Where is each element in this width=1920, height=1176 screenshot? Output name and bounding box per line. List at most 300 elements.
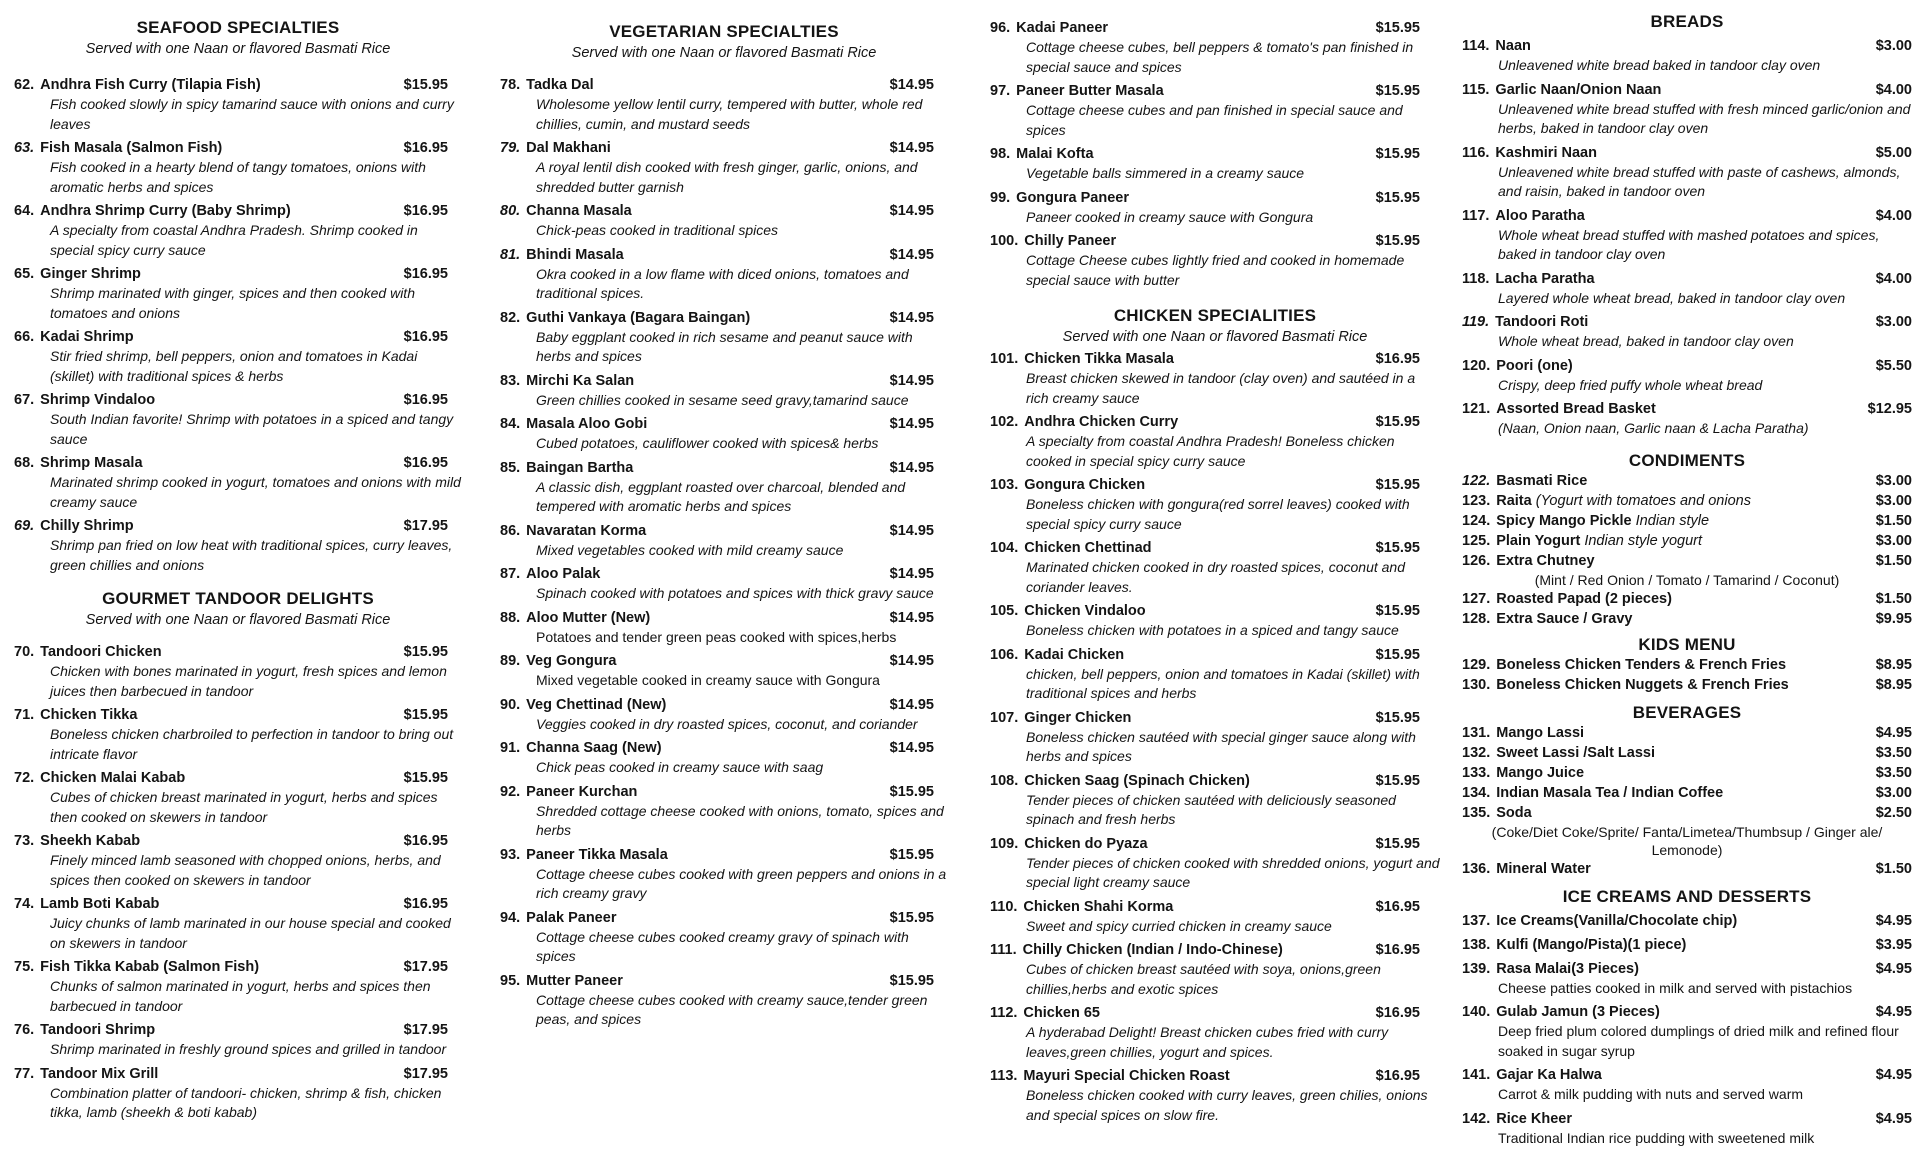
item-price: $3.00: [1875, 314, 1912, 330]
menu-item-header: [1462, 472, 1912, 491]
menu-item-header: [14, 517, 462, 536]
menu-item-header: [500, 76, 948, 95]
item-number: 99.: [990, 189, 1011, 206]
item-name: Chicken Tikka: [40, 707, 138, 723]
beverage-item: [1462, 784, 1912, 803]
menu-item-header: [500, 139, 948, 158]
beverage-item: [1462, 860, 1912, 879]
item-description: Cottage cheese cubes cooked creamy gravy of spinach with spices: [536, 928, 909, 964]
beverage-item: [1462, 804, 1912, 823]
menu-item: [500, 459, 948, 517]
item-name: [1490, 552, 1912, 571]
condiment-item: [1462, 532, 1912, 551]
item-price: $3.95: [1875, 936, 1912, 953]
item-name: Gongura Paneer: [1016, 189, 1129, 206]
menu-item: [1462, 37, 1912, 76]
menu-item-header: [990, 476, 1440, 495]
item-number: 128.: [1462, 610, 1491, 627]
beverage-item: [1462, 764, 1912, 783]
item-price: $4.95: [1875, 724, 1912, 741]
item-price: $15.95: [889, 909, 934, 926]
item-name: Chicken Saag (Spinach Chicken): [1024, 772, 1250, 789]
section-title-desserts: ICE CREAMS AND DESSERTS: [1562, 886, 1812, 906]
menu-item: [14, 1021, 462, 1060]
item-number: 113.: [990, 1068, 1018, 1084]
menu-item-header: [1462, 724, 1912, 743]
item-price: $3.00: [1875, 38, 1912, 54]
menu-item-header: [500, 246, 948, 265]
item-description: Boneless chicken with gongura(red sorrel leaves) cooked with special spicy curry sauce: [1026, 496, 1410, 532]
item-description: Cottage cheese cubes cooked with creamy sauce,tender green peas, and spices: [536, 991, 928, 1027]
menu-item-header: [1462, 313, 1912, 332]
menu-item-header: [1462, 37, 1912, 56]
item-price: $1.50: [1875, 590, 1912, 607]
condiment-item: [1462, 610, 1912, 629]
menu-item-header: [1462, 764, 1912, 783]
menu-item: [500, 202, 948, 241]
item-description: Boneless chicken with potatoes in a spiced and tangy sauce: [1026, 622, 1399, 638]
item-description: Marinated chicken cooked in dry roasted spices, coconut and coriander leaves.: [1026, 559, 1405, 595]
item-price: $16.95: [403, 266, 448, 282]
item-description: Crispy, deep fried puffy whole wheat bread: [1498, 376, 1763, 393]
section-title-condiments: CONDIMENTS: [1628, 450, 1746, 470]
item-name: Guthi Vankaya (Bagara Baingan): [526, 309, 751, 326]
item-description: Fish cooked in a hearty blend of tangy tomatoes, onions with aromatic herbs and spices: [50, 159, 426, 195]
item-description: A specialty from coastal Andhra Pradesh. Shrimp cooked in special spicy curry sauce: [50, 222, 418, 258]
menu-item: [500, 565, 948, 604]
menu-item-header: [990, 941, 1440, 960]
menu-item-header: [990, 709, 1440, 728]
item-number: 89.: [500, 653, 521, 669]
menu-item-header: [14, 328, 462, 347]
soda-options: (Coke/Diet Coke/Sprite/ Fanta/Limetea/Thumbsup / Ginger ale/ Lemonode): [1491, 823, 1883, 858]
item-description: A specialty from coastal Andhra Pradesh! Boneless chicken cooked in special spicy curry sauce: [1026, 433, 1395, 469]
item-name: Veg Chettinad (New): [526, 696, 667, 713]
item-number: 86.: [500, 522, 521, 539]
item-price: $15.95: [1375, 20, 1420, 36]
menu-item-header: [1462, 400, 1912, 419]
menu-item-header: [14, 832, 462, 851]
item-name-text: Extra Chutney: [1496, 552, 1595, 569]
item-number: 90.: [500, 696, 521, 713]
item-number: 138.: [1462, 936, 1491, 953]
item-price: $16.95: [403, 896, 448, 912]
item-number: 121.: [1462, 401, 1491, 417]
menu-item-header: [500, 202, 948, 221]
item-name: Assorted Bread Basket: [1496, 401, 1656, 417]
menu-item: [1462, 270, 1912, 309]
menu-item-header: [500, 609, 948, 628]
item-number: 75.: [14, 959, 35, 975]
menu-column-3: [990, 0, 1440, 1176]
item-price: $3.50: [1875, 764, 1912, 781]
menu-item-header: [500, 459, 948, 478]
menu-item-header: [990, 539, 1440, 558]
item-number: 141.: [1462, 1067, 1491, 1083]
item-name: Chilly Chicken (Indian / Indo-Chinese): [1022, 942, 1283, 958]
item-name: Shrimp Vindaloo: [40, 392, 156, 408]
item-name: Poori (one): [1496, 357, 1573, 374]
item-name: Chicken 65: [1023, 1005, 1100, 1021]
item-description: Breast chicken skewed in tandoor (clay oven) and sautéed in a rich creamy sauce: [1026, 370, 1416, 406]
item-number: 77.: [14, 1065, 35, 1082]
item-price: $16.95: [1375, 1005, 1420, 1021]
menu-item: [1462, 960, 1912, 999]
item-description: Juicy chunks of lamb marinated in our house special and cooked on skewers in tandoor: [50, 915, 451, 951]
tandoor-list: [14, 643, 462, 1123]
item-number: 98.: [990, 146, 1011, 162]
menu-item-header: [1462, 552, 1912, 571]
item-description: Tender pieces of chicken sautéed with deliciously seasoned spinach and fresh herbs: [1026, 791, 1396, 827]
item-description: Mixed vegetables cooked with mild creamy sauce: [536, 541, 844, 558]
item-number: 125.: [1462, 532, 1491, 549]
menu-item: [990, 232, 1440, 290]
item-name: Baingan Bartha: [526, 459, 634, 476]
item-number: 105.: [990, 603, 1019, 619]
menu-item-header: [500, 972, 948, 991]
section-title-vegetarian: VEGETARIAN SPECIALTIES: [609, 22, 839, 41]
item-number: 122.: [1462, 472, 1491, 489]
item-price: $14.95: [889, 416, 934, 432]
breads-list: [1462, 37, 1912, 439]
menu-item-header: [1462, 81, 1912, 100]
menu-item-header: [990, 835, 1440, 854]
item-price: $14.95: [889, 77, 934, 93]
item-description: Finely minced lamb seasoned with chopped onions, herbs, and spices then cooked on skewers in tandoor: [50, 852, 441, 888]
condiment-item: [1462, 552, 1912, 571]
menu-item: [14, 706, 462, 764]
item-number: 81.: [500, 246, 521, 263]
item-name: Kadai Paneer: [1016, 20, 1109, 36]
item-description: Boneless chicken charbroiled to perfection in tandoor to bring out intricate flavor: [50, 726, 454, 762]
item-number: 82.: [500, 309, 521, 326]
item-description: Traditional Indian rice pudding with sweetened milk: [1498, 1129, 1815, 1146]
item-name: Garlic Naan/Onion Naan: [1495, 81, 1662, 98]
item-name: Chicken Vindaloo: [1024, 603, 1146, 619]
item-number: 112.: [990, 1005, 1018, 1021]
item-name: Boneless Chicken Tenders & French Fries: [1496, 656, 1787, 673]
menu-item: [14, 76, 462, 134]
item-description: Layered whole wheat bread, baked in tandoor clay oven: [1498, 289, 1846, 306]
menu-item: [1462, 313, 1912, 352]
menu-item: [14, 265, 462, 323]
item-description: Potatoes and tender green peas cooked with spices,herbs: [536, 628, 897, 645]
item-description: Cottage cheese cubes, bell peppers & tomato's pan finished in special sauce and spices: [1026, 39, 1414, 75]
item-number: 126.: [1462, 552, 1491, 569]
item-price: $3.00: [1875, 492, 1912, 509]
item-number: 64.: [14, 203, 35, 219]
item-number: 129.: [1462, 656, 1491, 673]
beverages-list: [1462, 724, 1912, 879]
item-price: $15.95: [889, 972, 934, 989]
menu-column-1: [14, 0, 462, 1176]
item-number: 110.: [990, 898, 1018, 915]
item-price: $14.95: [889, 246, 934, 263]
menu-item-header: [1462, 1066, 1912, 1085]
item-description: Cottage cheese cubes cooked with green peppers and onions in a rich creamy gravy: [536, 865, 947, 901]
item-description: Wholesome yellow lentil curry, tempered with butter, whole red chillies, cumin, and mustard seeds: [536, 96, 923, 132]
item-description: Okra cooked in a low flame with diced onions, tomatoes and traditional spices.: [536, 265, 909, 301]
item-name: Ginger Shrimp: [40, 266, 141, 282]
menu-item-header: [990, 189, 1440, 208]
item-name: Navaratan Korma: [526, 522, 647, 539]
item-name: Chicken Shahi Korma: [1023, 898, 1174, 915]
item-description: South Indian favorite! Shrimp with potatoes in a spiced and tangy sauce: [50, 411, 454, 447]
item-price: $3.00: [1875, 472, 1912, 489]
item-number: 120.: [1462, 357, 1491, 374]
item-price: $14.95: [889, 459, 934, 476]
item-name: Channa Masala: [526, 203, 632, 219]
item-name: Chilly Shrimp: [40, 518, 134, 534]
menu-item-header: [500, 739, 948, 758]
item-description: Unleavened white bread stuffed with paste of cashews, almonds, and raisin, baked in tandoor oven: [1498, 163, 1901, 199]
section-subtitle-tandoor: Served with one Naan or flavored Basmati Rice: [85, 612, 391, 628]
item-name: Chicken Tikka Masala: [1024, 351, 1174, 367]
item-price: $15.95: [1375, 540, 1420, 556]
item-number: 91.: [500, 740, 521, 756]
item-number: 103.: [990, 477, 1019, 493]
item-name: Dal Makhani: [526, 140, 611, 156]
item-name: Aloo Paratha: [1495, 207, 1585, 224]
item-name: Mutter Paneer: [526, 972, 623, 989]
menu-item: [500, 246, 948, 304]
menu-item: [990, 82, 1440, 140]
item-name: [1490, 590, 1912, 609]
item-price: $1.50: [1875, 552, 1912, 569]
item-price: $12.95: [1867, 401, 1912, 417]
item-price: $17.95: [403, 518, 448, 534]
item-price: $1.50: [1875, 860, 1912, 877]
item-price: $9.95: [1875, 610, 1912, 627]
item-name: Soda: [1496, 804, 1532, 821]
item-price: $15.95: [889, 846, 934, 863]
item-number: 67.: [14, 392, 35, 408]
item-name: Tandoori Chicken: [40, 644, 162, 660]
item-price: $14.95: [889, 740, 934, 756]
menu-item: [990, 602, 1440, 641]
item-name: Andhra Fish Curry (Tilapia Fish): [40, 77, 261, 93]
menu-item-header: [990, 413, 1440, 432]
menu-item-header: [14, 454, 462, 473]
item-number: 85.: [500, 459, 521, 476]
item-name: Lacha Paratha: [1495, 270, 1595, 287]
menu-item: [500, 972, 948, 1030]
menu-item-header: [990, 772, 1440, 791]
item-description: Marinated shrimp cooked in yogurt, tomatoes and onions with mild creamy sauce: [50, 474, 461, 510]
item-name: Ginger Chicken: [1024, 709, 1132, 726]
item-number: 80.: [500, 203, 521, 219]
menu-item: [500, 309, 948, 367]
menu-item: [14, 958, 462, 1016]
menu-item-header: [1462, 357, 1912, 376]
item-price: $14.95: [889, 609, 934, 626]
section-subtitle-vegetarian: Served with one Naan or flavored Basmati Rice: [571, 45, 877, 61]
item-description: Unleavened white bread baked in tandoor clay oven: [1498, 57, 1821, 73]
item-number: 108.: [990, 772, 1019, 789]
item-name: Mango Lassi: [1496, 724, 1585, 741]
item-description: Chick-peas cooked in traditional spices: [536, 222, 779, 238]
item-number: 71.: [14, 707, 35, 723]
menu-item: [500, 609, 948, 648]
menu-item: [990, 413, 1440, 471]
menu-item: [14, 1065, 462, 1123]
menu-item: [990, 646, 1440, 704]
menu-item: [1462, 1110, 1912, 1149]
item-number: 66.: [14, 329, 35, 345]
item-price: $14.95: [889, 566, 934, 582]
menu-item-header: [1462, 590, 1912, 609]
item-name: Gajar Ka Halwa: [1496, 1067, 1602, 1083]
item-name: Chicken do Pyaza: [1024, 835, 1148, 852]
item-price: $16.95: [1375, 351, 1420, 367]
condiments-list: [1462, 472, 1912, 629]
item-number: 93.: [500, 846, 521, 863]
section-title-kids: KIDS MENU: [1638, 634, 1736, 654]
item-number: 116.: [1462, 144, 1490, 161]
menu-item-header: [990, 898, 1440, 917]
menu-item-header: [1462, 960, 1912, 979]
item-name-text: Raita: [1496, 492, 1532, 509]
item-number: 127.: [1462, 590, 1491, 607]
menu-item: [990, 19, 1440, 77]
menu-item-header: [500, 372, 948, 391]
item-note: Indian style yogurt: [1584, 532, 1703, 549]
menu-item: [1462, 936, 1912, 955]
item-name: Aloo Mutter (New): [526, 609, 651, 626]
item-name: Kulfi (Mango/Pista)(1 piece): [1496, 936, 1687, 953]
section-title-beverages: BEVERAGES: [1632, 702, 1742, 722]
menu-item: [1462, 207, 1912, 265]
item-name: Sheekh Kabab: [40, 833, 141, 849]
item-name: Channa Saag (New): [526, 740, 662, 756]
menu-item: [14, 391, 462, 449]
item-price: $15.95: [403, 77, 448, 93]
menu-item-header: [1462, 532, 1912, 551]
item-number: 83.: [500, 372, 521, 389]
item-number: 124.: [1462, 512, 1491, 529]
item-price: $4.95: [1875, 1110, 1912, 1127]
item-name: Paneer Tikka Masala: [526, 846, 668, 863]
item-description: Cubes of chicken breast marinated in yogurt, herbs and spices then cooked on skewers in tandoor: [50, 789, 438, 825]
menu-item: [14, 139, 462, 197]
item-name-text: Plain Yogurt: [1496, 532, 1581, 549]
item-name: Malai Kofta: [1016, 146, 1094, 162]
item-name: Bhindi Masala: [526, 246, 624, 263]
menu-item: [500, 909, 948, 967]
menu-item-header: [1462, 744, 1912, 763]
item-number: 70.: [14, 644, 35, 660]
item-description: Baby eggplant cooked in rich sesame and peanut sauce with herbs and spices: [536, 328, 913, 364]
menu-item-header: [14, 706, 462, 725]
item-price: $3.50: [1875, 744, 1912, 761]
item-number: 62.: [14, 77, 35, 93]
menu-item-header: [14, 643, 462, 662]
menu-item-header: [990, 19, 1440, 38]
item-number: 72.: [14, 770, 35, 786]
menu-item: [990, 772, 1440, 830]
item-price: $14.95: [889, 203, 934, 219]
item-number: 142.: [1462, 1110, 1491, 1127]
item-price: $15.95: [1375, 772, 1420, 789]
menu-item-header: [14, 76, 462, 95]
condiment-item: [1462, 472, 1912, 491]
menu-item-header: [14, 265, 462, 284]
item-number: 97.: [990, 83, 1011, 99]
item-name-text: Spicy Mango Pickle: [1496, 512, 1632, 529]
item-number: 78.: [500, 77, 521, 93]
item-price: $15.95: [1375, 146, 1420, 162]
item-name: Tandoor Mix Grill: [40, 1065, 159, 1082]
item-description: Combination platter of tandoori- chicken, shrimp & fish, chicken tikka, lamb (sheekh & boti kabab): [50, 1084, 442, 1120]
menu-item-header: [990, 602, 1440, 621]
chicken-list: [990, 350, 1440, 1125]
item-number: 102.: [990, 414, 1019, 430]
item-description: A classic dish, eggplant roasted over charcoal, blended and tempered with aromatic herbs and spices: [536, 478, 906, 514]
menu-item-header: [14, 139, 462, 158]
item-name: Rice Kheer: [1496, 1110, 1572, 1127]
menu-item-header: [1462, 804, 1912, 823]
item-number: 104.: [990, 540, 1019, 556]
item-name: Paneer Butter Masala: [1016, 83, 1164, 99]
item-number: 132.: [1462, 744, 1491, 761]
item-price: $15.95: [1375, 477, 1420, 493]
menu-item: [500, 522, 948, 561]
menu-item: [1462, 656, 1912, 675]
item-number: 100.: [990, 233, 1019, 249]
menu-item-header: [14, 958, 462, 977]
item-number: 87.: [500, 566, 521, 582]
item-price: $4.00: [1875, 81, 1912, 98]
item-description: A royal lentil dish cooked with fresh ginger, garlic, onions, and shredded butter garnish: [536, 159, 918, 195]
chutney-options: (Mint / Red Onion / Tomato / Tamarind / Coconut): [1534, 571, 1840, 588]
item-name: Tandoori Shrimp: [40, 1022, 156, 1038]
menu-item: [990, 145, 1440, 184]
menu-item-header: [1462, 144, 1912, 163]
section-title-breads: BREADS: [1650, 12, 1724, 31]
item-price: $4.95: [1875, 1067, 1912, 1083]
item-description: Shrimp pan fried on low heat with traditional spices, curry leaves, green chillies and onions: [50, 537, 453, 573]
item-name: [1490, 492, 1912, 511]
menu-item-header: [14, 1021, 462, 1040]
menu-item-header: [500, 652, 948, 671]
beverage-item: [1462, 744, 1912, 763]
item-description: Cubes of chicken breast sautéed with soya, onions,green chillies,herbs and exotic spices: [1026, 961, 1381, 997]
menu-item: [1462, 357, 1912, 396]
menu-item-header: [500, 909, 948, 928]
item-note: (Yogurt with tomatoes and onions: [1535, 492, 1751, 509]
menu-item: [14, 454, 462, 512]
item-price: $15.95: [1375, 233, 1420, 249]
item-description: Chicken with bones marinated in yogurt, fresh spices and lemon juices then barbecued in tandoor: [50, 663, 447, 699]
item-number: 101.: [990, 351, 1019, 367]
item-name: Ice Creams(Vanilla/Chocolate chip): [1496, 912, 1738, 929]
menu-item-header: [1462, 492, 1912, 511]
item-price: $16.95: [1375, 1068, 1420, 1084]
menu-item-header: [500, 846, 948, 865]
item-name: Masala Aloo Gobi: [526, 416, 648, 432]
item-name: Fish Tikka Kabab (Salmon Fish): [40, 959, 260, 975]
menu-item: [990, 835, 1440, 893]
beverage-item: [1462, 724, 1912, 743]
item-number: 139.: [1462, 960, 1491, 977]
item-description: Chick peas cooked in creamy sauce with saag: [536, 759, 824, 775]
section-subtitle-chicken: Served with one Naan or flavored Basmati Rice: [1062, 329, 1368, 345]
menu-item: [990, 539, 1440, 597]
item-number: 140.: [1462, 1004, 1491, 1020]
condiment-item: [1462, 590, 1912, 609]
item-description: Tender pieces of chicken cooked with shredded onions, yogurt and special light creamy sauce: [1026, 854, 1440, 890]
menu-item: [14, 769, 462, 827]
